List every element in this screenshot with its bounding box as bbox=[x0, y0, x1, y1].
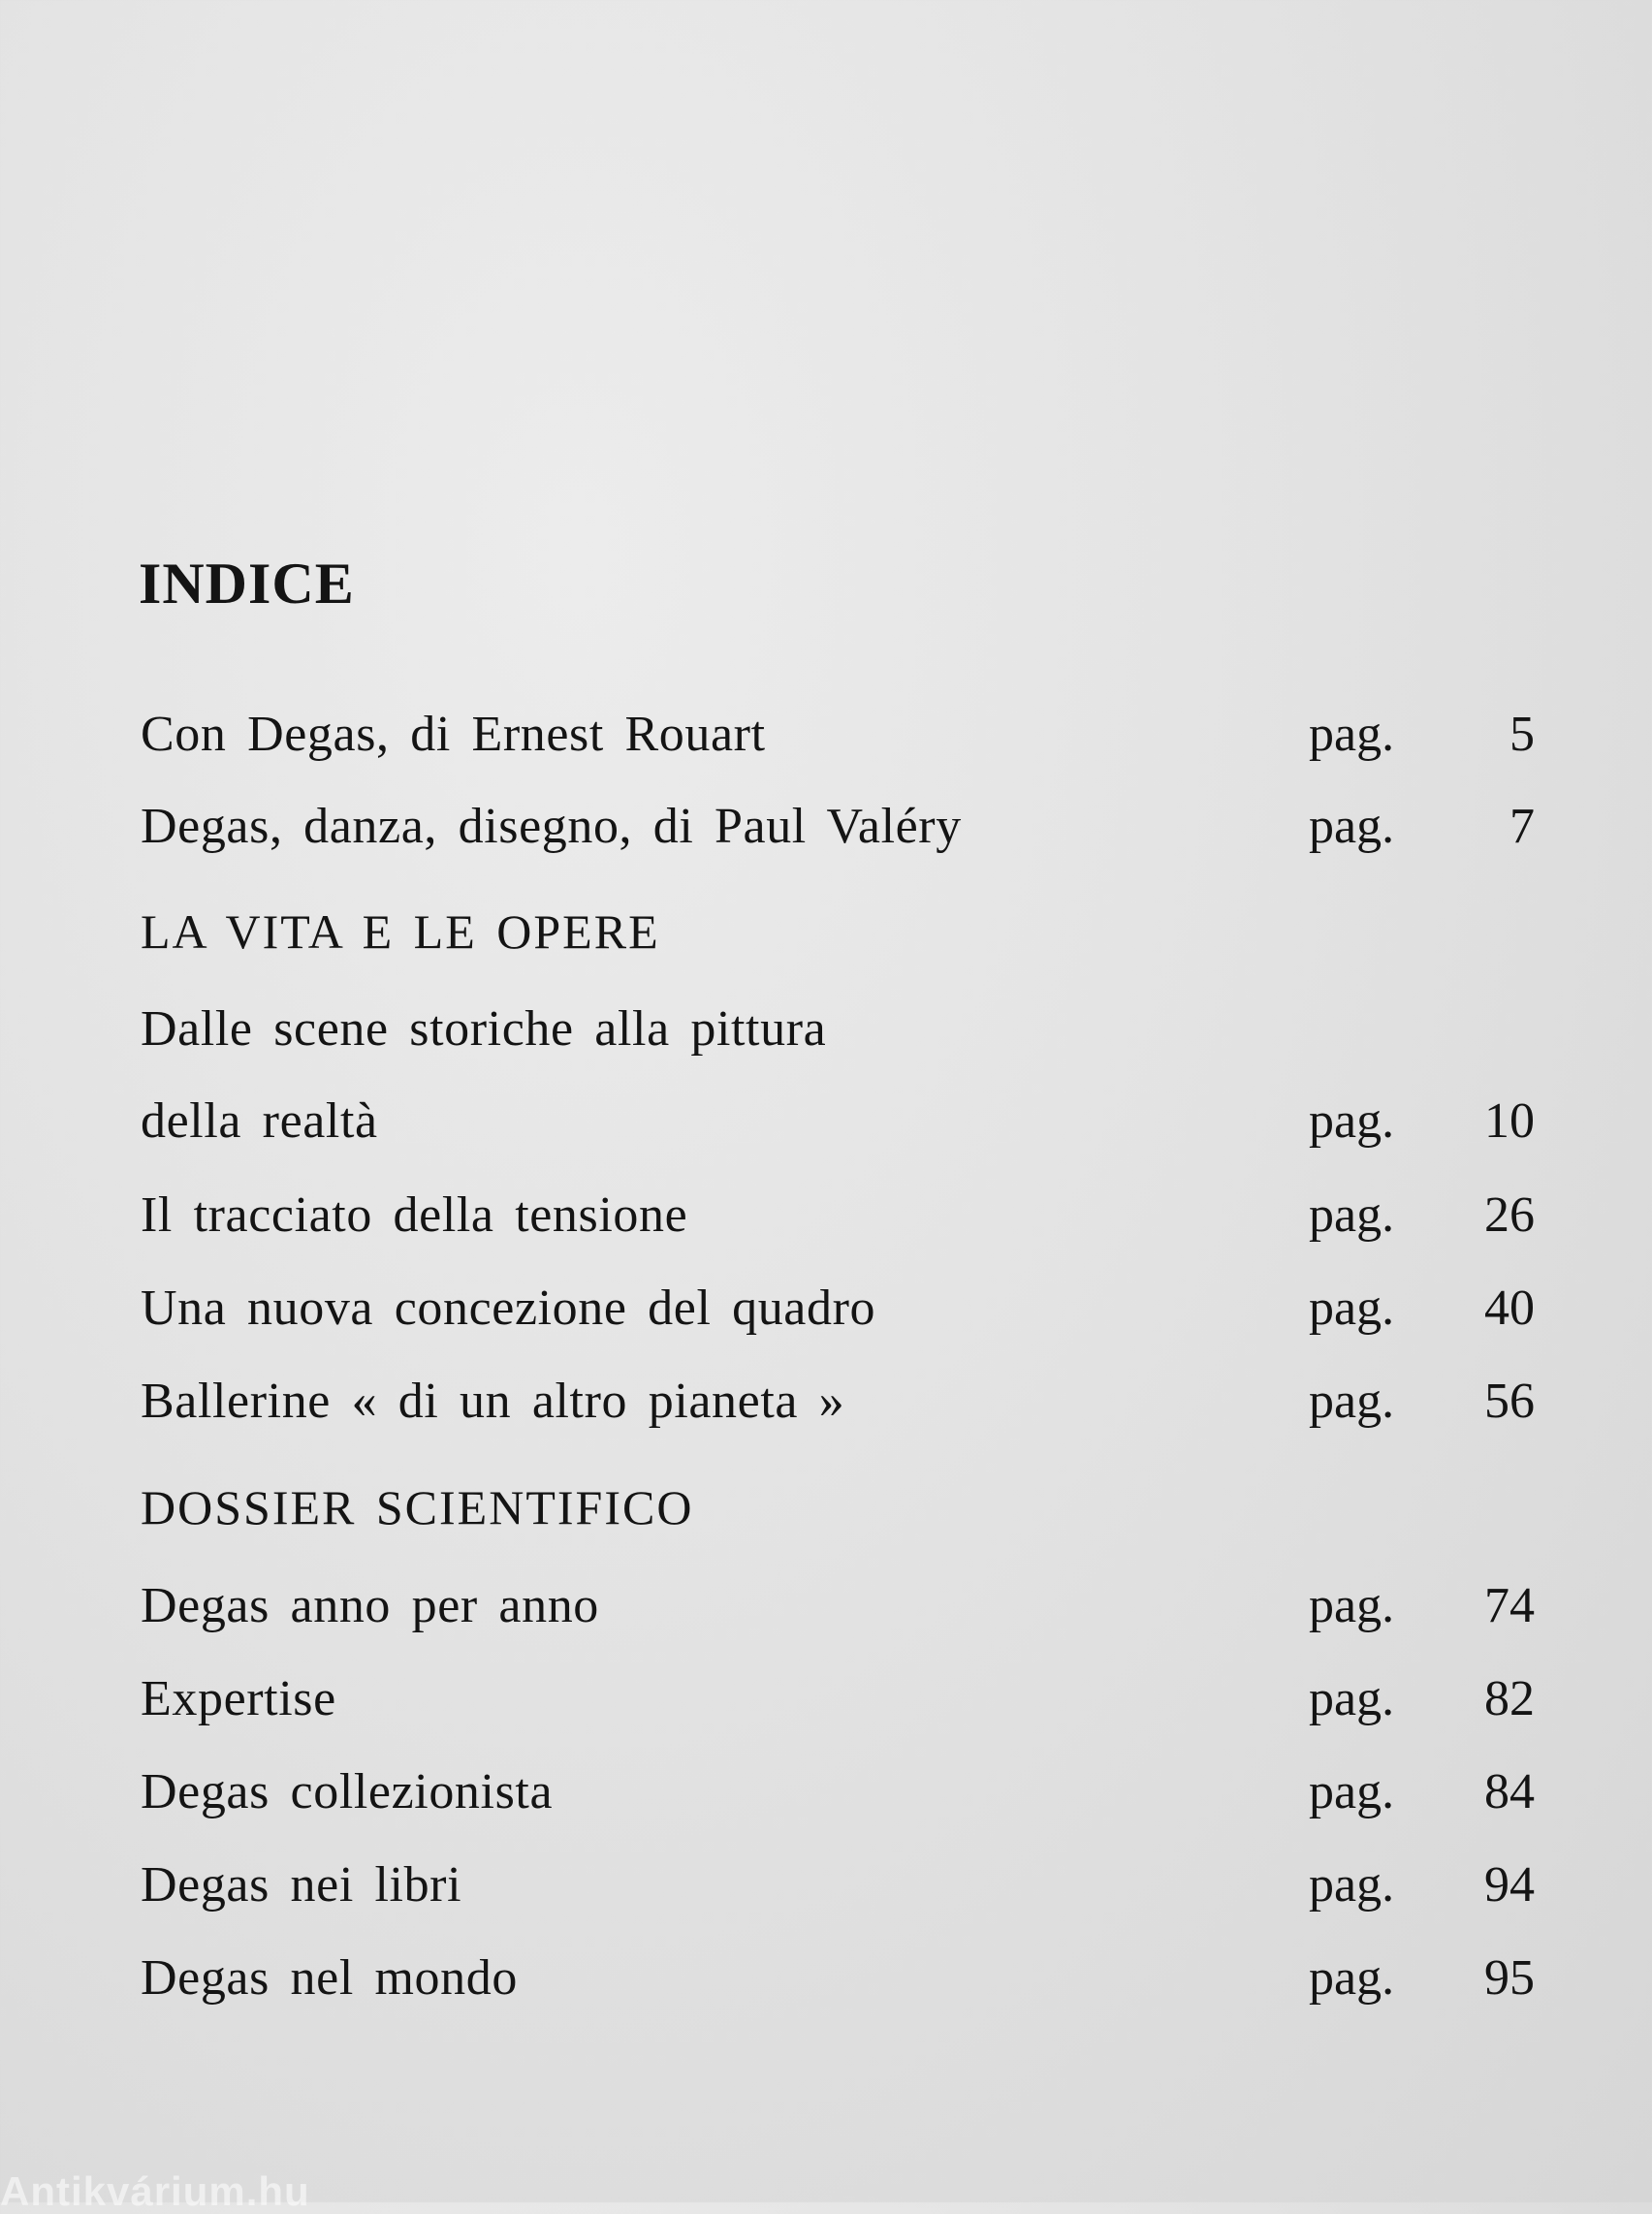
toc-entry-label: Degas nei libri bbox=[141, 1857, 462, 1913]
toc-entry-pag: pag. bbox=[1309, 1578, 1395, 1633]
toc-entry-pag: pag. bbox=[1309, 707, 1395, 762]
toc-entry bbox=[139, 1275, 1535, 1343]
toc-entry-page-number: 56 bbox=[1484, 1374, 1535, 1429]
toc-entry bbox=[139, 996, 1535, 1063]
toc-entry-label: Con Degas, di Ernest Rouart bbox=[141, 707, 766, 762]
toc-entry-label: Degas, danza, disegno, di Paul Valéry bbox=[141, 799, 962, 854]
toc-entry-pag: pag. bbox=[1309, 1764, 1395, 1819]
toc-entry-label: Il tracciato della tensione bbox=[141, 1187, 688, 1243]
toc-entry bbox=[139, 1368, 1535, 1436]
toc-entry-pag: pag. bbox=[1309, 1093, 1395, 1149]
toc-entry-page-number: 94 bbox=[1484, 1857, 1535, 1913]
toc-entry-pag: pag. bbox=[1309, 799, 1395, 854]
toc-entry-label: Degas collezionista bbox=[141, 1764, 554, 1819]
watermark: Antikvárium.hu bbox=[0, 2168, 310, 2214]
toc-entry-label: Dalle scene storiche alla pittura bbox=[141, 1001, 827, 1057]
toc-entry-page-number: 74 bbox=[1484, 1578, 1535, 1633]
toc-entry bbox=[139, 1945, 1535, 2012]
section-heading-label: DOSSIER SCIENTIFICO bbox=[141, 1480, 694, 1534]
toc-entry bbox=[139, 1182, 1535, 1249]
toc-entry-pag: pag. bbox=[1309, 1857, 1395, 1913]
toc-entry-page-number: 5 bbox=[1509, 707, 1535, 762]
toc-entry-page-number: 84 bbox=[1484, 1764, 1535, 1819]
toc-entry bbox=[139, 1088, 1535, 1155]
toc-entry-label: Degas anno per anno bbox=[141, 1578, 599, 1633]
toc-entry-label: Ballerine « di un altro pianeta » bbox=[141, 1374, 845, 1429]
toc-entry-label: Una nuova concezione del quadro bbox=[141, 1281, 876, 1336]
toc-entry-label: Degas nel mondo bbox=[141, 1950, 518, 2006]
toc-entry-page-number: 82 bbox=[1484, 1671, 1535, 1726]
toc-entry-page-number: 40 bbox=[1484, 1281, 1535, 1336]
toc-entry bbox=[139, 1851, 1535, 1919]
toc-entry-page-number: 95 bbox=[1484, 1950, 1535, 2006]
toc-entry-page-number: 7 bbox=[1509, 799, 1535, 854]
toc-entry bbox=[139, 1665, 1535, 1733]
toc-section-heading bbox=[139, 898, 1535, 965]
toc-entry bbox=[139, 1572, 1535, 1640]
index-title: INDICE bbox=[139, 552, 355, 616]
toc-entry bbox=[139, 1758, 1535, 1826]
toc-entry bbox=[139, 793, 1535, 861]
toc-entry-label: Expertise bbox=[141, 1671, 336, 1726]
toc-entry-pag: pag. bbox=[1309, 1671, 1395, 1726]
toc-entry-page-number: 26 bbox=[1484, 1187, 1535, 1243]
toc-entry bbox=[139, 701, 1535, 769]
toc-section-heading bbox=[139, 1473, 1535, 1541]
toc-entry-page-number: 10 bbox=[1484, 1093, 1535, 1149]
section-heading-label: LA VITA E LE OPERE bbox=[141, 904, 660, 959]
toc-entry-pag: pag. bbox=[1309, 1374, 1395, 1429]
toc-entry-pag: pag. bbox=[1309, 1950, 1395, 2006]
toc-entry-pag: pag. bbox=[1309, 1281, 1395, 1336]
toc-entry-pag: pag. bbox=[1309, 1187, 1395, 1243]
toc-entry-label: della realtà bbox=[141, 1093, 378, 1149]
